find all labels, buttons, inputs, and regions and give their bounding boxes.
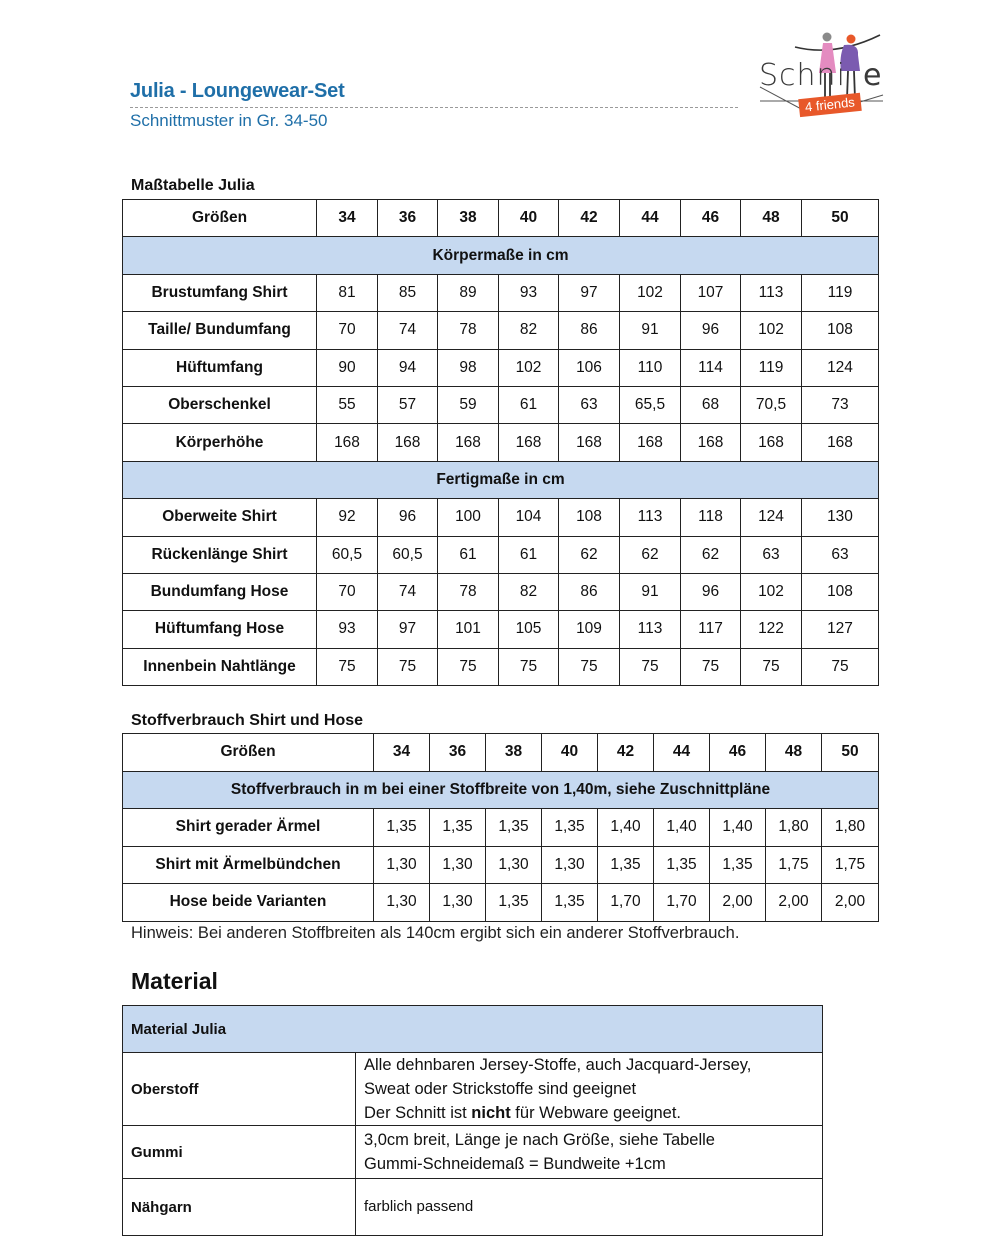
table-row <box>123 846 879 884</box>
material-value: Alle dehnbaren Jersey-Stoffe, auch Jacquard-Jersey, Sweat oder Strickstoffe sind geeignet Der Schnitt ist nicht für Webware geeignet. <box>356 1053 823 1126</box>
table-cell: 118 <box>681 499 741 536</box>
table-cell: 62 <box>681 536 741 573</box>
header-label: Größen <box>123 200 317 237</box>
material-row <box>123 1126 823 1179</box>
table-cell: 1,30 <box>374 846 430 884</box>
row-label: Shirt gerader Ärmel <box>123 809 374 847</box>
size-column-header: 50 <box>822 734 879 772</box>
table-cell: 60,5 <box>317 536 378 573</box>
size-column-header: 34 <box>374 734 430 772</box>
table-cell: 60,5 <box>378 536 438 573</box>
emphasis-text: nicht <box>471 1104 511 1122</box>
size-column-header: 42 <box>559 200 620 237</box>
table-row <box>123 648 879 685</box>
table-row <box>123 536 879 573</box>
table-cell: 102 <box>741 573 802 610</box>
size-table <box>122 199 879 686</box>
table-row <box>123 424 879 461</box>
table-cell: 2,00 <box>766 884 822 922</box>
table-cell: 1,35 <box>654 846 710 884</box>
table-cell: 119 <box>802 274 879 311</box>
table-cell: 94 <box>378 349 438 386</box>
size-table-heading: Maßtabelle Julia <box>131 177 255 194</box>
table-cell: 78 <box>438 573 499 610</box>
table-cell: 1,40 <box>654 809 710 847</box>
size-column-header: 40 <box>542 734 598 772</box>
table-cell: 75 <box>438 648 499 685</box>
table-cell: 1,35 <box>542 809 598 847</box>
table-cell: 1,35 <box>374 809 430 847</box>
table-cell: 168 <box>559 424 620 461</box>
table-cell: 100 <box>438 499 499 536</box>
table-cell: 1,75 <box>766 846 822 884</box>
table-cell: 1,35 <box>598 846 654 884</box>
table-cell: 119 <box>741 349 802 386</box>
size-column-header: 48 <box>741 200 802 237</box>
table-cell: 98 <box>438 349 499 386</box>
table-cell: 75 <box>802 648 879 685</box>
material-value: 3,0cm breit, Länge je nach Größe, siehe Tabelle Gummi-Schneidemaß = Bundweite +1cm <box>356 1126 823 1179</box>
size-column-header: 38 <box>438 200 499 237</box>
table-cell: 1,70 <box>654 884 710 922</box>
table-cell: 2,00 <box>710 884 766 922</box>
material-heading: Material <box>131 968 218 994</box>
material-label: Oberstoff <box>123 1053 356 1126</box>
table-cell: 1,30 <box>430 884 486 922</box>
table-cell: 96 <box>681 312 741 349</box>
logo-badge: 4 friends <box>798 93 861 117</box>
document-title: Julia - Loungewear-Set <box>130 80 345 102</box>
table-cell: 75 <box>741 648 802 685</box>
table-cell: 70,5 <box>741 386 802 423</box>
size-column-header: 42 <box>598 734 654 772</box>
material-row <box>123 1179 823 1236</box>
table-cell: 96 <box>378 499 438 536</box>
table-cell: 124 <box>802 349 879 386</box>
table-row <box>123 499 879 536</box>
table-cell: 1,40 <box>710 809 766 847</box>
size-column-header: 50 <box>802 200 879 237</box>
size-column-header: 46 <box>710 734 766 772</box>
row-label: Bundumfang Hose <box>123 573 317 610</box>
table-cell: 89 <box>438 274 499 311</box>
table-cell: 108 <box>559 499 620 536</box>
table-cell: 92 <box>317 499 378 536</box>
table-cell: 63 <box>802 536 879 573</box>
table-row <box>123 386 879 423</box>
table-cell: 91 <box>620 312 681 349</box>
size-column-header: 36 <box>378 200 438 237</box>
brand-logo <box>755 25 885 125</box>
table-cell: 1,30 <box>430 846 486 884</box>
table-cell: 104 <box>499 499 559 536</box>
table-row <box>123 573 879 610</box>
size-column-header: 48 <box>766 734 822 772</box>
material-table <box>122 1005 823 1236</box>
row-label: Taille/ Bundumfang <box>123 312 317 349</box>
table-cell: 109 <box>559 611 620 648</box>
header-label: Größen <box>123 734 374 772</box>
logo-text-end: e <box>863 58 882 93</box>
title-divider <box>130 107 738 108</box>
table-cell: 63 <box>741 536 802 573</box>
table-cell: 59 <box>438 386 499 423</box>
row-label: Oberweite Shirt <box>123 499 317 536</box>
table-cell: 86 <box>559 573 620 610</box>
section-title: Körpermaße in cm <box>123 237 879 274</box>
row-label: Hüftumfang Hose <box>123 611 317 648</box>
table-cell: 1,30 <box>542 846 598 884</box>
table-cell: 113 <box>620 611 681 648</box>
table-cell: 168 <box>741 424 802 461</box>
table-row <box>123 611 879 648</box>
table-cell: 90 <box>317 349 378 386</box>
table-cell: 75 <box>499 648 559 685</box>
table-cell: 102 <box>620 274 681 311</box>
row-label: Oberschenkel <box>123 386 317 423</box>
table-cell: 101 <box>438 611 499 648</box>
fabric-note: Hinweis: Bei anderen Stoffbreiten als 140cm ergibt sich ein anderer Stoffverbrauch. <box>131 924 740 942</box>
table-row <box>123 349 879 386</box>
row-label: Innenbein Nahtlänge <box>123 648 317 685</box>
table-cell: 75 <box>378 648 438 685</box>
table-cell: 82 <box>499 573 559 610</box>
table-cell: 82 <box>499 312 559 349</box>
row-label: Körperhöhe <box>123 424 317 461</box>
size-column-header: 38 <box>486 734 542 772</box>
table-cell: 1,75 <box>822 846 879 884</box>
size-header-row <box>123 200 879 237</box>
fabric-table <box>122 733 879 922</box>
document-subtitle: Schnittmuster in Gr. 34-50 <box>130 111 328 130</box>
row-label: Hüftumfang <box>123 349 317 386</box>
section-band-row <box>123 461 879 498</box>
table-cell: 102 <box>499 349 559 386</box>
table-cell: 91 <box>620 573 681 610</box>
row-label: Shirt mit Ärmelbündchen <box>123 846 374 884</box>
table-cell: 85 <box>378 274 438 311</box>
table-cell: 70 <box>317 573 378 610</box>
table-cell: 61 <box>499 386 559 423</box>
material-table-title: Material Julia <box>123 1006 823 1053</box>
logo-text: Schni <box>759 58 846 93</box>
table-cell: 97 <box>559 274 620 311</box>
table-cell: 75 <box>317 648 378 685</box>
table-cell: 1,35 <box>430 809 486 847</box>
material-row <box>123 1053 823 1126</box>
material-label: Nähgarn <box>123 1179 356 1236</box>
table-cell: 105 <box>499 611 559 648</box>
table-cell: 127 <box>802 611 879 648</box>
table-cell: 108 <box>802 312 879 349</box>
table-cell: 1,35 <box>710 846 766 884</box>
table-cell: 70 <box>317 312 378 349</box>
table-cell: 1,40 <box>598 809 654 847</box>
table-cell: 168 <box>378 424 438 461</box>
table-cell: 93 <box>317 611 378 648</box>
size-column-header: 44 <box>620 200 681 237</box>
table-cell: 108 <box>802 573 879 610</box>
table-cell: 107 <box>681 274 741 311</box>
table-cell: 168 <box>438 424 499 461</box>
table-cell: 74 <box>378 312 438 349</box>
table-cell: 62 <box>559 536 620 573</box>
table-cell: 113 <box>620 499 681 536</box>
table-cell: 1,30 <box>374 884 430 922</box>
table-cell: 114 <box>681 349 741 386</box>
table-cell: 73 <box>802 386 879 423</box>
section-band-row <box>123 771 879 809</box>
row-label: Brustumfang Shirt <box>123 274 317 311</box>
table-cell: 117 <box>681 611 741 648</box>
material-label: Gummi <box>123 1126 356 1179</box>
table-cell: 97 <box>378 611 438 648</box>
table-cell: 1,30 <box>486 846 542 884</box>
table-cell: 1,35 <box>486 884 542 922</box>
row-label: Hose beide Varianten <box>123 884 374 922</box>
table-cell: 113 <box>741 274 802 311</box>
size-column-header: 36 <box>430 734 486 772</box>
table-cell: 168 <box>499 424 559 461</box>
table-cell: 1,80 <box>822 809 879 847</box>
table-cell: 57 <box>378 386 438 423</box>
table-cell: 130 <box>802 499 879 536</box>
size-column-header: 44 <box>654 734 710 772</box>
table-cell: 61 <box>438 536 499 573</box>
size-column-header: 46 <box>681 200 741 237</box>
table-cell: 75 <box>559 648 620 685</box>
table-cell: 68 <box>681 386 741 423</box>
table-cell: 63 <box>559 386 620 423</box>
table-cell: 168 <box>317 424 378 461</box>
table-cell: 78 <box>438 312 499 349</box>
table-cell: 55 <box>317 386 378 423</box>
size-column-header: 40 <box>499 200 559 237</box>
table-cell: 62 <box>620 536 681 573</box>
section-band-row <box>123 237 879 274</box>
size-header-row <box>123 734 879 772</box>
table-cell: 122 <box>741 611 802 648</box>
table-cell: 1,35 <box>542 884 598 922</box>
table-cell: 1,35 <box>486 809 542 847</box>
table-cell: 86 <box>559 312 620 349</box>
table-cell: 2,00 <box>822 884 879 922</box>
size-column-header: 34 <box>317 200 378 237</box>
table-cell: 168 <box>620 424 681 461</box>
table-cell: 1,70 <box>598 884 654 922</box>
table-cell: 65,5 <box>620 386 681 423</box>
table-cell: 102 <box>741 312 802 349</box>
table-cell: 74 <box>378 573 438 610</box>
table-cell: 110 <box>620 349 681 386</box>
table-cell: 75 <box>620 648 681 685</box>
table-cell: 81 <box>317 274 378 311</box>
table-cell: 106 <box>559 349 620 386</box>
row-label: Rückenlänge Shirt <box>123 536 317 573</box>
table-cell: 124 <box>741 499 802 536</box>
table-cell: 61 <box>499 536 559 573</box>
material-value: farblich passend <box>356 1179 823 1236</box>
table-row <box>123 274 879 311</box>
table-cell: 93 <box>499 274 559 311</box>
section-title: Fertigmaße in cm <box>123 461 879 498</box>
fabric-table-heading: Stoffverbrauch Shirt und Hose <box>131 712 364 729</box>
table-row <box>123 312 879 349</box>
table-cell: 75 <box>681 648 741 685</box>
table-cell: 96 <box>681 573 741 610</box>
table-row <box>123 884 879 922</box>
table-cell: 168 <box>802 424 879 461</box>
table-cell: 168 <box>681 424 741 461</box>
table-cell: 1,80 <box>766 809 822 847</box>
section-title: Stoffverbrauch in m bei einer Stoffbreite von 1,40m, siehe Zuschnittpläne <box>123 771 879 809</box>
table-row <box>123 809 879 847</box>
